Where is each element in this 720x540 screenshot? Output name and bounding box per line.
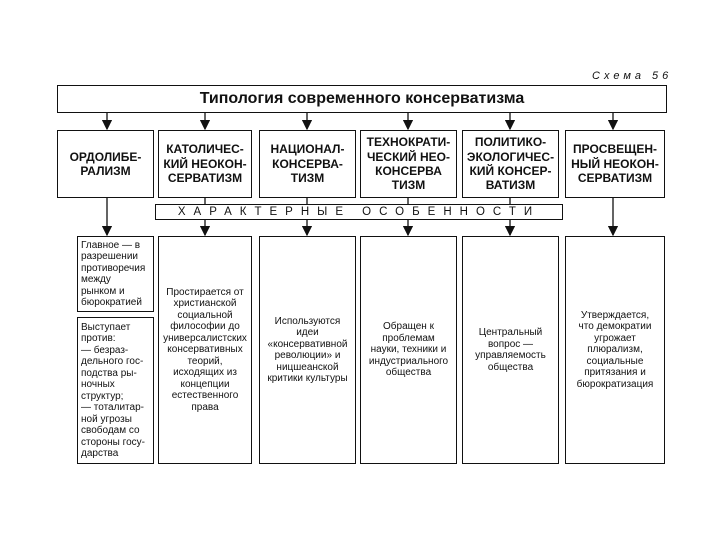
catholic-feature: Простирается от христианской социальной философии до универсалистских консервативных теорий, исходящих из концепции естественного права (158, 236, 252, 464)
type-enlightened-neoconservatism: ПРОСВЕЩЕН- НЫЙ НЕОКОН- СЕРВАТИЗМ (565, 130, 665, 198)
diagram-title: Типология современного консерватизма (57, 85, 667, 113)
type-ordoliberalism: ОРДОЛИБЕ- РАЛИЗМ (57, 130, 154, 198)
scheme-number: Схема 56 (592, 70, 673, 82)
type-technocratic-neoconservatism: ТЕХНОКРАТИ- ЧЕСКИЙ НЕО- КОНСЕРВА ТИЗМ (360, 130, 457, 198)
type-national-conservatism: НАЦИОНАЛ- КОНСЕРВА- ТИЗМ (259, 130, 356, 198)
type-political-ecological-conservatism: ПОЛИТИКО- ЭКОЛОГИЧЕС- КИЙ КОНСЕР- ВАТИЗМ (462, 130, 559, 198)
techno-feature: Обращен к проблемам науки, техники и индустриального общества (360, 236, 457, 464)
enlight-feature: Утверждается, что демократии угрожает плюрализм, социальные притязания и бюрократизация (565, 236, 665, 464)
ordo-feature-main: Главное — в разрешении противоречия между рынком и бюрократией (77, 236, 154, 312)
type-catholic-neoconservatism: КАТОЛИЧЕС- КИЙ НЕОКОН- СЕРВАТИЗМ (158, 130, 252, 198)
eco-feature: Центральный вопрос — управляемость общества (462, 236, 559, 464)
ordo-feature-opposes: Выступает против: — безраз- дельного гос- подства ры- ночных структур; — тоталитар- ной угрозы свободам со стороны госу- дарства (77, 317, 154, 464)
national-feature: Используются идеи «консервативной революции» и ницшеанской критики культуры (259, 236, 356, 464)
features-header: ХАРАКТЕРНЫЕ ОСОБЕННОСТИ (155, 204, 563, 220)
